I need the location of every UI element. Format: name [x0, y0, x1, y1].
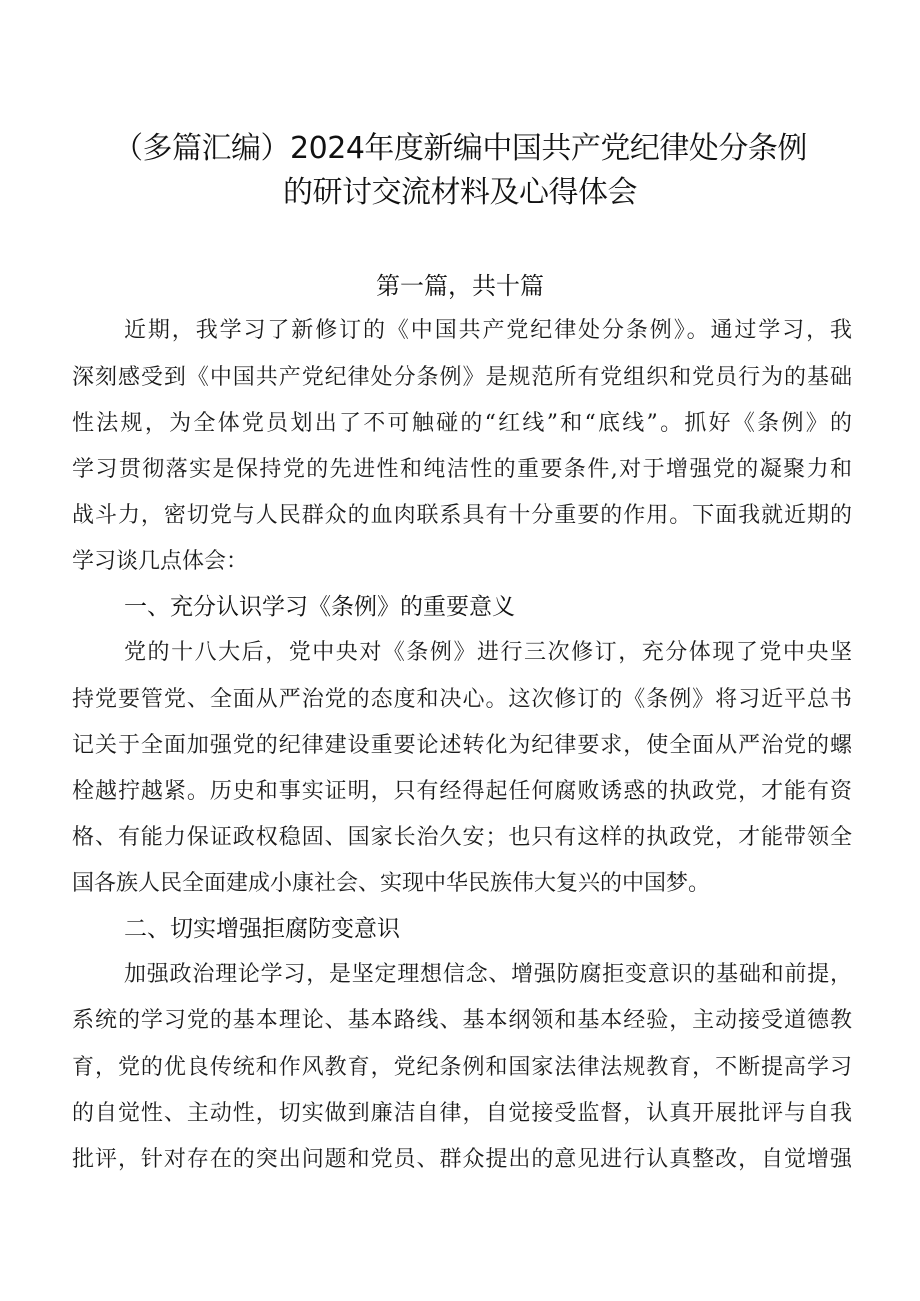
section-2-line: 加强政治理论学习，是坚定理想信念、增强防腐拒变意识的基础和前提， — [124, 962, 852, 987]
section-1-line: 栓越拧越紧。历史和事实证明，只有经得起任何腐败诱惑的执政党，才能有资 — [72, 779, 852, 804]
section-2-line: 的自觉性、主动性，切实做到廉洁自律，自觉接受监督，认真开展批评与自我 — [72, 1101, 852, 1126]
section-1-line: 记关于全面加强党的纪律建设重要论述转化为纪律要求，使全面从严治党的螺 — [72, 733, 852, 758]
section-2-line: 批评，针对存在的突出问题和党员、群众提出的意见进行认真整改，自觉增强 — [72, 1147, 852, 1172]
section-1-line: 国各族人民全面建成小康社会、实现中华民族伟大复兴的中国梦。 — [72, 871, 711, 896]
section-2-heading: 二、切实增强拒腐防变意识 — [124, 916, 400, 942]
part-label: 第一篇，共十篇 — [376, 272, 544, 300]
intro-line: 学习贯彻落实是保持党的先进性和纯洁性的重要条件,对于增强党的凝聚力和 — [72, 457, 852, 482]
section-2-line: 育，党的优良传统和作风教育，党纪条例和国家法律法规教育，不断提高学习 — [72, 1055, 852, 1080]
document-title-line-1: （多篇汇编）2024年度新编中国共产党纪律处分条例 — [113, 131, 807, 166]
section-1-line: 持党要管党、全面从严治党的态度和决心。这次修订的《条例》将习近平总书 — [72, 687, 852, 712]
section-2-line: 系统的学习党的基本理论、基本路线、基本纲领和基本经验，主动接受道德教 — [72, 1008, 852, 1033]
intro-line: 近期，我学习了新修订的《中国共产党纪律处分条例》。通过学习，我 — [124, 318, 852, 343]
intro-line: 深刻感受到《中国共产党纪律处分条例》是规范所有党组织和党员行为的基础 — [72, 365, 852, 390]
section-1-line: 党的十八大后，党中央对《条例》进行三次修订，充分体现了党中央坚 — [124, 640, 852, 665]
intro-line: 性法规，为全体党员划出了不可触碰的“红线”和“底线”。抓好《条例》的 — [72, 411, 852, 436]
section-1-heading: 一、充分认识学习《条例》的重要意义 — [124, 594, 515, 620]
intro-line: 学习谈几点体会： — [72, 549, 249, 574]
document-title-line-2: 的研讨交流材料及心得体会 — [283, 175, 637, 210]
intro-line: 战斗力，密切党与人民群众的血肉联系具有十分重要的作用。下面我就近期的 — [72, 503, 852, 528]
section-1-line: 格、有能力保证政权稳固、国家长治久安；也只有这样的执政党，才能带领全 — [72, 825, 852, 850]
